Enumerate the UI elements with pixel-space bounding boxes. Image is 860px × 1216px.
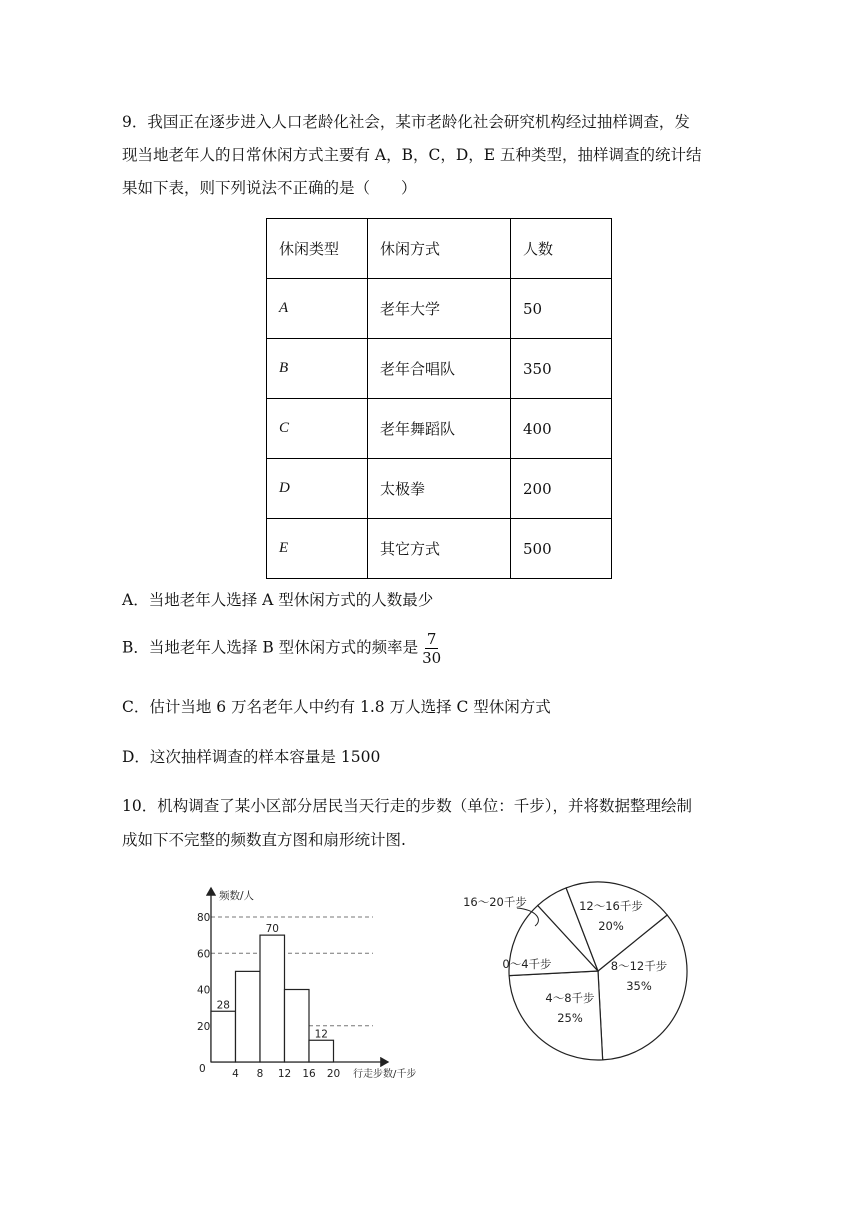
table-cell: D: [267, 459, 368, 519]
table-cell: 500: [511, 519, 612, 579]
q9-line-2: 现当地老年人的日常休闲方式主要有 A，B，C，D，E 五种类型，抽样调查的统计结: [122, 146, 702, 164]
y-tick-label: 20: [197, 1020, 211, 1033]
pie-slice-label: 12～16千步: [579, 899, 643, 913]
table-header-row: [267, 219, 612, 279]
fraction-numerator: 7: [426, 630, 437, 648]
histogram-bar: [211, 1011, 236, 1062]
histogram-bar: [236, 971, 261, 1062]
bar-value-label: 12: [314, 1028, 328, 1041]
table-cell: 350: [511, 339, 612, 399]
table-row: [267, 399, 612, 459]
fraction: [420, 630, 443, 667]
table-header-cell: 休闲方式: [368, 219, 511, 279]
q9-option-c: C．估计当地 6 万名老年人中约有 1.8 万人选择 C 型休闲方式: [122, 698, 551, 716]
histogram-bar: [260, 935, 285, 1062]
bar-value-label: 28: [216, 999, 230, 1012]
pie-slice-percent: 20%: [598, 919, 624, 933]
q9-line-3: 果如下表，则下列说法不正确的是（ ）: [122, 179, 417, 197]
pie-slice-label: 16～20千步: [463, 895, 527, 909]
table-cell: 200: [511, 459, 612, 519]
q9-option-d: D．这次抽样调查的样本容量是 1500: [122, 748, 381, 766]
x-tick-label: 8: [256, 1068, 264, 1080]
pie-slice: [509, 971, 603, 1060]
pie-slice-percent: 35%: [626, 979, 652, 993]
origin-label: 0: [199, 1063, 206, 1075]
y-tick-label: 80: [197, 912, 211, 924]
x-tick-label: 16: [302, 1068, 316, 1080]
x-tick-label: 4: [232, 1068, 239, 1080]
table-header-cell: 休闲类型: [267, 219, 368, 279]
table-cell: E: [267, 519, 368, 579]
pie-slice-label: 8～12千步: [610, 959, 668, 973]
table-cell: 太极拳: [368, 459, 511, 519]
table-cell: 其它方式: [368, 519, 511, 579]
q9-line-1: 9．我国正在逐步进入人口老龄化社会，某市老龄化社会研究机构经过抽样调查，发: [122, 113, 690, 131]
table-header-cell: 人数: [511, 219, 612, 279]
bar-value-label: 70: [265, 923, 279, 936]
table-row: [267, 459, 612, 519]
pie-slice-percent: 25%: [557, 1011, 583, 1025]
q9-option-b: [122, 630, 443, 667]
histogram-bar: [309, 1040, 334, 1062]
q9-option-a: A．当地老年人选择 A 型休闲方式的人数最少: [122, 591, 434, 609]
table-cell: A: [267, 279, 368, 339]
pie-chart: [455, 880, 705, 1080]
y-tick-label: 60: [197, 948, 211, 961]
pie-slice-label: 4～8千步: [545, 991, 595, 1005]
x-tick-label: 20: [326, 1068, 341, 1080]
table-row: [267, 339, 612, 399]
table-cell: 老年大学: [368, 279, 511, 339]
histogram-chart: [185, 882, 445, 1082]
table-cell: 50: [511, 279, 612, 339]
table-cell: B: [267, 339, 368, 399]
q10-line-2: 成如下不完整的频数直方图和扇形统计图.: [122, 831, 406, 849]
pie-slice-label: 0～4千步: [502, 957, 552, 971]
table-cell: C: [267, 399, 368, 459]
table-row: [267, 279, 612, 339]
x-tick-label: 12: [277, 1068, 292, 1080]
fraction-denominator: 30: [422, 649, 442, 667]
q9-option-b-text: B．当地老年人选择 B 型休闲方式的频率是: [122, 638, 419, 657]
table-row: [267, 519, 612, 579]
q10-line-1: 10．机构调查了某小区部分居民当天行走的步数（单位：千步），并将数据整理绘制: [122, 797, 692, 815]
x-axis-label: 行走步数/千步: [353, 1069, 417, 1080]
y-axis-label: 频数/人: [219, 890, 255, 902]
stats-table: [266, 218, 612, 579]
table-cell: 老年合唱队: [368, 339, 511, 399]
histogram-bar: [285, 990, 310, 1063]
y-tick-label: 40: [197, 984, 211, 997]
table-cell: 老年舞蹈队: [368, 399, 511, 459]
table-cell: 400: [511, 399, 612, 459]
